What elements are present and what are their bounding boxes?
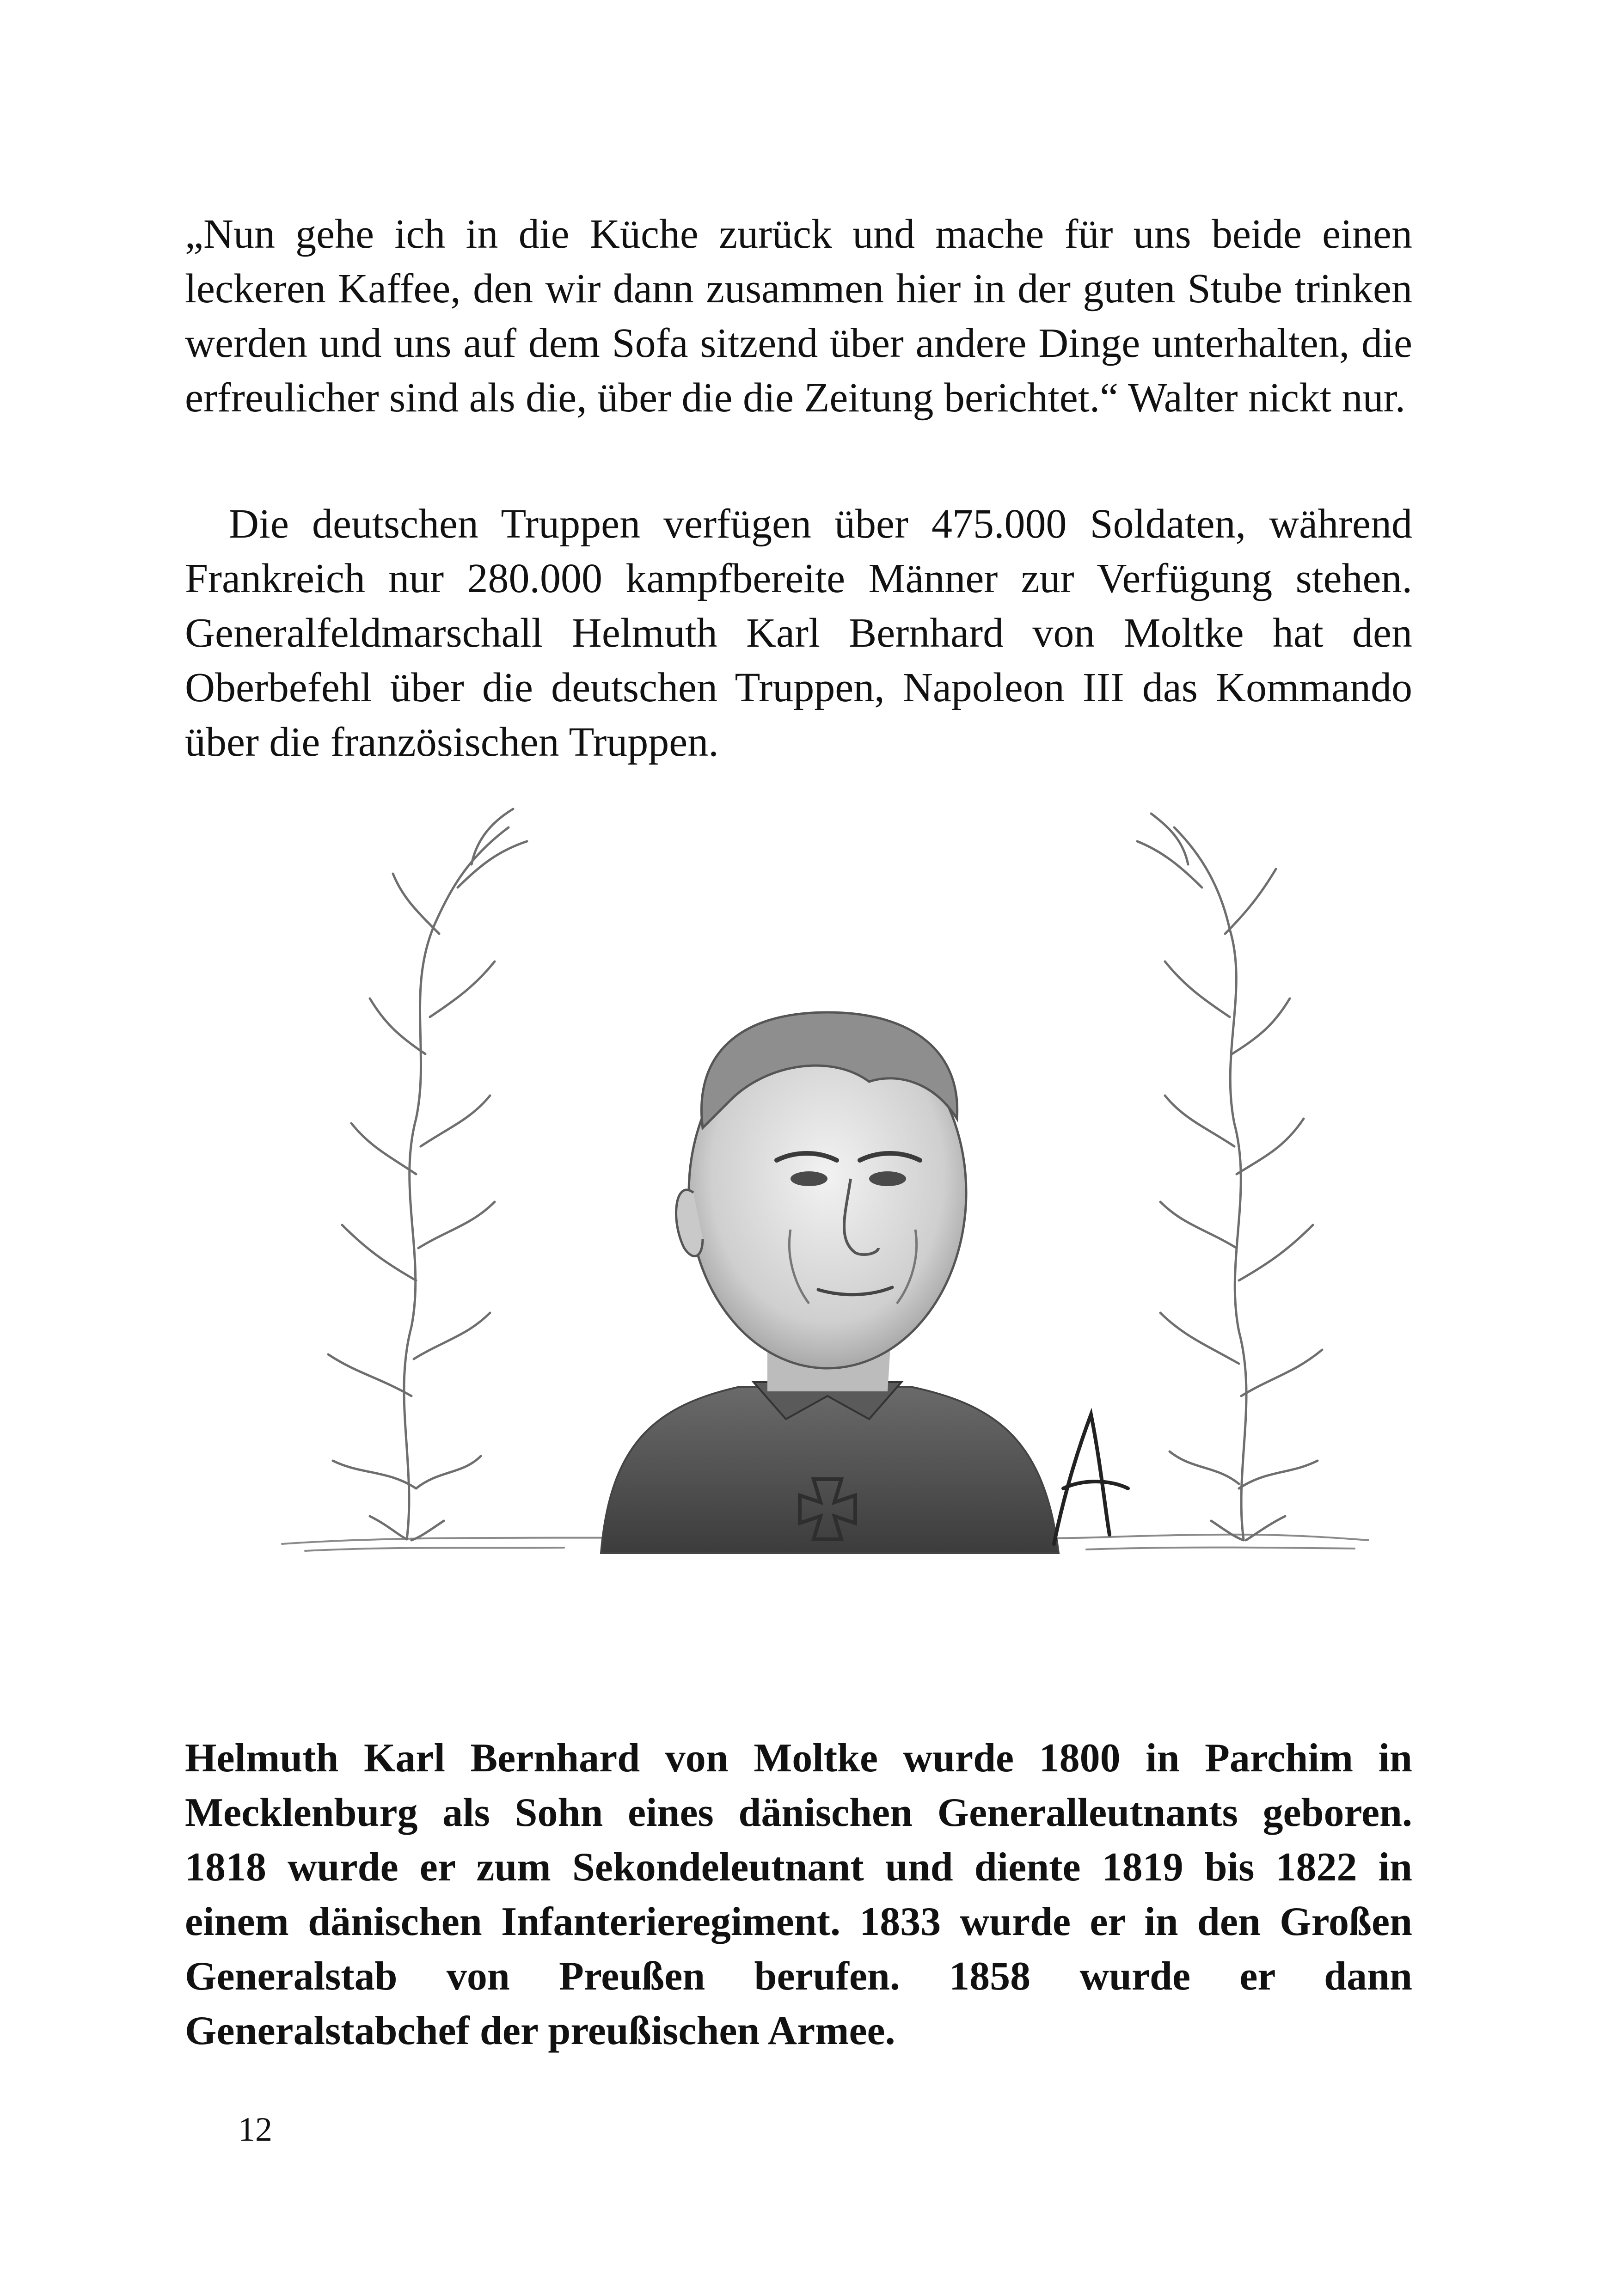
caption-text: Helmuth Karl Bernhard von Moltke wurde 1800 in Parchim in Mecklenburg als Sohn eines dänischen Generalleutnants geboren. 1818 wurde er zum Sekondeleutnant und diente 1819 bis 1822 in einem dänischen Infanterieregiment. 1833 wurde er in den Großen Generalstab von Preußen berufen. 1858 wurde er dann Generalstabchef der preußischen Armee. [185, 1736, 1412, 2053]
moltke-pencil-portrait [277, 795, 1378, 1636]
paragraph-text: Die deutschen Truppen verfügen über 475.000 Soldaten, während Frankreich nur 280.000 kampfbereite Männer zur Verfügung stehen. Generalfeldmarschall Helmuth Karl Bernhard von Moltke hat den Oberbefehl über die deutschen Truppen, Napoleon III das Kommando über die französischen Truppen. [185, 501, 1412, 765]
right-tree-sketch [1137, 814, 1322, 1540]
portrait-caption [185, 1731, 1412, 2058]
page-number: 12 [238, 2111, 272, 2149]
portrait-figure [601, 1012, 1059, 1553]
body-paragraph-1 [185, 207, 1412, 425]
body-paragraph-2 [185, 497, 1412, 770]
artist-signature [1054, 1414, 1128, 1544]
left-tree-sketch [328, 809, 527, 1540]
paragraph-text: „Nun gehe ich in die Küche zurück und mache für uns beide einen leckeren Kaffee, den wir dann zusammen hier in der guten Stube trinken werden und uns auf dem Sofa sitzend über andere Dinge unterhalten, die erfreulicher sind als die, über die die Zeitung berichtet.“ Walter nickt nur. [185, 211, 1412, 421]
